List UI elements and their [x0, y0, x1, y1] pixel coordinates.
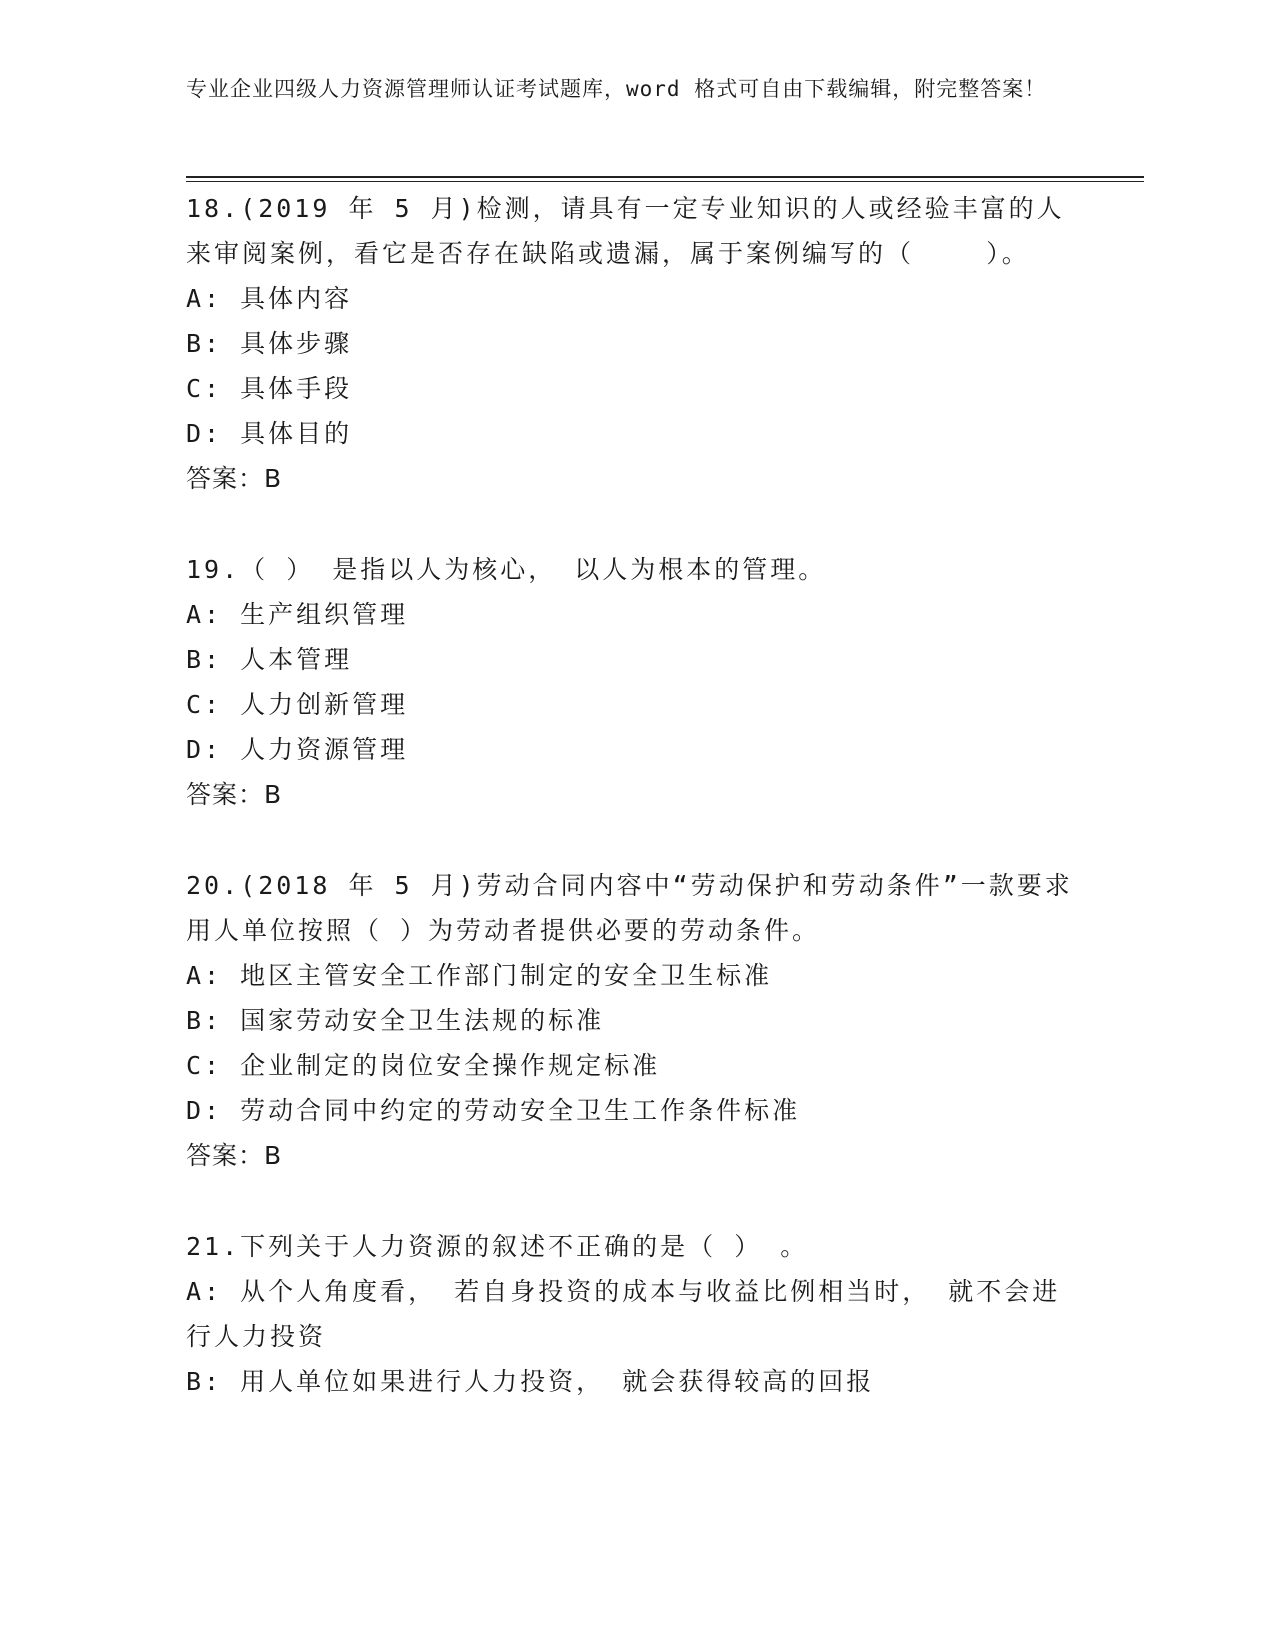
header-divider-thin: [186, 181, 1144, 182]
option-b: B: 具体步骤: [186, 329, 353, 358]
question-text: 19.（ ） 是指以人为核心， 以人为根本的管理。: [186, 555, 827, 584]
option-c: C: 具体手段: [186, 374, 353, 403]
option-a: A: 生产组织管理: [186, 600, 409, 629]
question-text: 18.(2019 年 5 月)检测，请具有一定专业知识的人或经验丰富的人来审阅案例，看它是否存在缺陷或遗漏，属于案例编写的（ ）。: [186, 194, 1065, 268]
option-b: B: 人本管理: [186, 645, 353, 674]
question-list: [186, 186, 1086, 1450]
question-21: [186, 1224, 1086, 1404]
option-b: B: 用人单位如果进行人力投资， 就会获得较高的回报: [186, 1367, 875, 1396]
option-c: C: 企业制定的岗位安全操作规定标准: [186, 1051, 661, 1080]
option-a: A: 地区主管安全工作部门制定的安全卫生标准: [186, 961, 773, 990]
question-text: 21.下列关于人力资源的叙述不正确的是（ ） 。: [186, 1232, 809, 1261]
option-d: D: 人力资源管理: [186, 735, 409, 764]
option-a: A: 从个人角度看， 若自身投资的成本与收益比例相当时， 就不会进行人力投资: [186, 1277, 1061, 1351]
document-header: 专业企业四级人力资源管理师认证考试题库，word 格式可自由下载编辑，附完整答案！: [186, 77, 1047, 101]
option-d: D: 劳动合同中约定的劳动安全卫生工作条件标准: [186, 1096, 801, 1125]
question-20: [186, 863, 1086, 1178]
question-18: [186, 186, 1086, 501]
header-divider: [186, 176, 1144, 178]
question-text: 20.(2018 年 5 月)劳动合同内容中“劳动保护和劳动条件”一款要求用人单位按照（ ）为劳动者提供必要的劳动条件。: [186, 871, 1073, 945]
option-d: D: 具体目的: [186, 419, 353, 448]
answer: 答案：B: [186, 780, 283, 809]
answer: 答案：B: [186, 464, 283, 493]
option-a: A: 具体内容: [186, 284, 353, 313]
option-c: C: 人力创新管理: [186, 690, 409, 719]
answer: 答案：B: [186, 1141, 283, 1170]
option-b: B: 国家劳动安全卫生法规的标准: [186, 1006, 605, 1035]
question-19: [186, 547, 1086, 817]
